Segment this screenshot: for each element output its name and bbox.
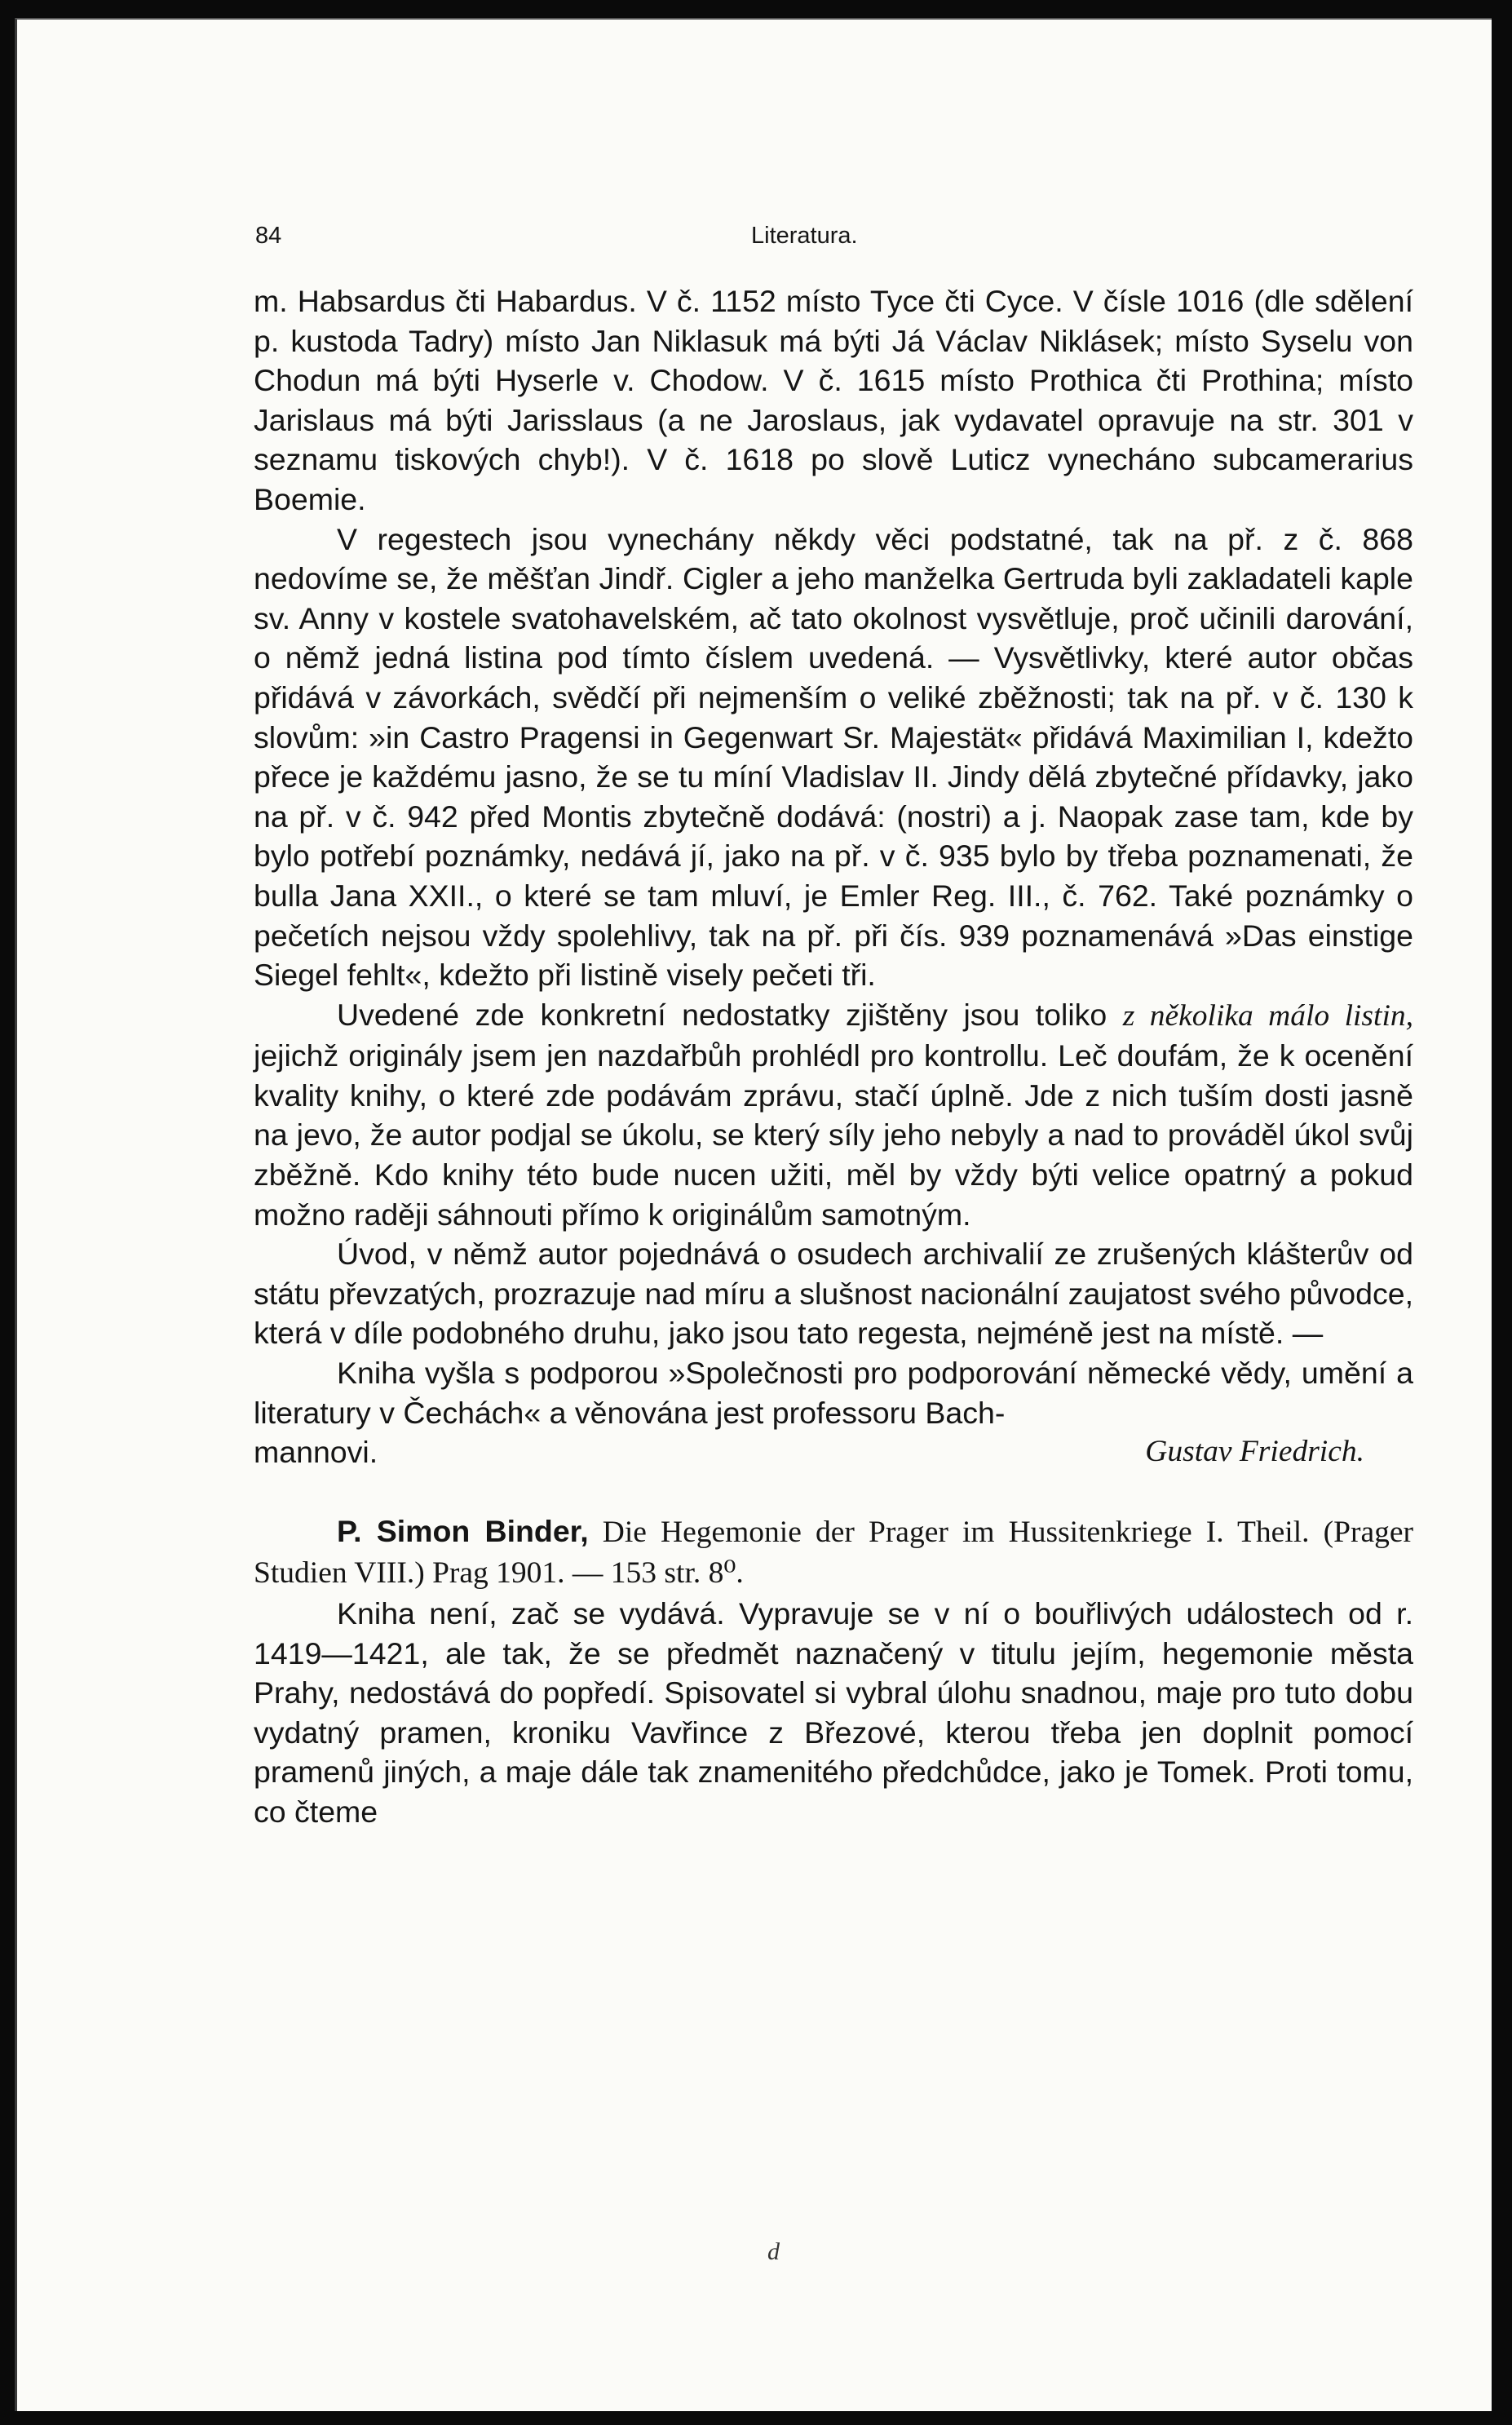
text-block [254, 203, 1413, 1832]
review2-author: P. Simon Binder, [337, 1513, 589, 1548]
paragraph-5-text: Kniha vyšla s podporou »Společnosti pro podporování německé vědy, umění a literatury v Čechách« a věnována jest professoru Bach- [254, 1356, 1413, 1430]
review1-paragraph-3 [254, 995, 1413, 1235]
section-gap [254, 1472, 1413, 1511]
paragraph-5-last-line: mannovi. [254, 1435, 378, 1470]
signature-line [254, 1432, 1413, 1472]
review2-paragraph-1: Kniha není, zač se vydává. Vypravuje se v ní o bouřlivých událostech od r. 1419—1421, ale tak, že se předmět naznačený v titulu jejím, hegemonie města Prahy, nedostává do popředí. Spisovatel si vybral úlohu snadnou, maje pro tuto dobu vydatný pramen, kroniku Vavřince z Březové, kterou třeba jen doplnit pomocí pramenů jiných, a maje dále tak znamenitého předchůdce, jako je Tomek. Proti tomu, co čteme [254, 1596, 1413, 1829]
review1-paragraph-4: Úvod, v němž autor pojednává o osudech archivalií ze zrušených klášterův od státu převzatých, prozrazuje nad míru a slušnost nacionální zaujatost svého původce, která v díle podobného druhu, jako jsou tato regesta, nejméně jest na místě. — [254, 1237, 1413, 1351]
book-page [15, 18, 1492, 2411]
article-body [254, 281, 1413, 1832]
section-title: Literatura. [751, 223, 858, 249]
review1-paragraph-5 [254, 1353, 1413, 1432]
paragraph-3-italic-phrase: z několika málo listin, [1122, 998, 1413, 1033]
review2-citation-text: Die Hegemonie der Prager im Hussitenkriege I. Theil. (Prager Studien VIII.) Prag 1901. — 153 str. 8⁰. [254, 1515, 1413, 1591]
paragraph-3-text-b: jejichž originály jsem jen nazdařbůh prohlédl pro kontrollu. Leč doufám, že k ocenění kvality knihy, o které zde podávám zprávu, stačí úplně. Jde z nich tuším dosti jasně na jevo, že autor podjal se úkolu, se který síly jeho nebyly a nad to prováděl úkol svůj zběžně. Kdo knihy této bude nucen užiti, měl by vždy býti velice opatrný a pokud možno raději sáhnouti přímo k originálům samotným. [254, 1038, 1413, 1232]
handwritten-mark: d [767, 2238, 780, 2265]
paragraph-3-text-a: Uvedené zde konkretní nedostatky zjištěny jsou toliko [337, 997, 1123, 1032]
review1-paragraph-2: V regestech jsou vynechány někdy věci podstatné, tak na př. z č. 868 nedovíme se, že měšťan Jindř. Cigler a jeho manželka Gertruda byli zakladateli kaple sv. Anny v kostele svatohavelském, ač tato okolnost vysvětluje, proč učinili darování, o němž jedná listina pod tímto číslem uvedená. — Vysvětlivky, které autor občas přidává v závorkách, svědčí při nejmenším o veliké zběžnosti; tak na př. v č. 130 k slovům: »in Castro Pragensi in Gegenwart Sr. Majestät« přidává Maximilian I, kdežto přece je každému jasno, že se tu míní Vladislav II. Jindy dělá zbytečné přídavky, jako na př. v č. 942 před Montis zbytečně dodává: (nostri) a j. Naopak zase tam, kde by bylo potřebí poznámky, nedává jí, jako na př. v č. 935 bylo by třeba poznamenati, že bulla Jana XXII., o které se tam mluví, je Emler Reg. III., č. 762. Také poznámky o pečetích nejsou vždy spolehlivy, tak na př. při čís. 939 poznamenává »Das einstige Siegel fehlt«, kdežto při listině visely pečeti tři. [254, 521, 1413, 993]
author-signature: Gustav Friedrich. [1145, 1435, 1364, 1469]
review2-citation [254, 1511, 1413, 1594]
page-number: 84 [255, 223, 282, 249]
review1-paragraph-1: m. Habsardus čti Habardus. V č. 1152 místo Tyce čti Cyce. V čísle 1016 (dle sdělení p. kustoda Tadry) místo Jan Niklasuk má býti Já Václav Niklásek; místo Syselu von Chodun má býti Hyserle v. Chodow. V č. 1615 místo Prothica čti Prothina; místo Jarislaus má býti Jarisslaus (a ne Jaroslaus, jak vydavatel opravuje na str. 301 v seznamu tiskových chyb!). V č. 1618 po slově Luticz vynecháno subcamerarius Boemie. [254, 284, 1413, 516]
running-head [254, 203, 1413, 252]
